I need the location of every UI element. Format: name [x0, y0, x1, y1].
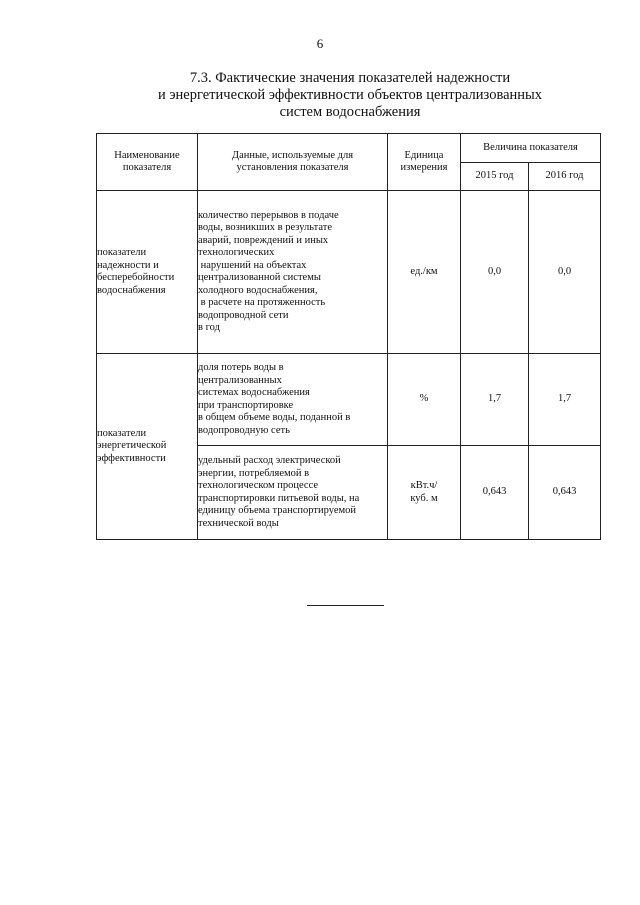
- indicator-value-2015: 0,0: [461, 191, 529, 354]
- description-line: в год: [198, 322, 220, 333]
- description-line: централизованной системы: [198, 272, 321, 283]
- unit-line: кВт.ч/: [410, 480, 438, 491]
- indicator-unit: [388, 191, 461, 354]
- description-line: технологическом процессе: [198, 480, 319, 491]
- indicator-value-2016: 0,643: [529, 446, 601, 540]
- indicator-value-2016: 1,7: [529, 354, 601, 446]
- group-name-line: водоснабжения: [97, 284, 166, 296]
- group-name-line: показатели: [97, 427, 147, 439]
- indicator-group-name: [97, 354, 198, 540]
- header-unit-line-1: Единица: [404, 149, 444, 161]
- group-name-line: эффективности: [97, 452, 166, 464]
- group-name-line: бесперебойности: [97, 272, 175, 283]
- description-line: энергии, потребляемой в: [198, 467, 310, 479]
- header-name-line-1: Наименование: [114, 149, 180, 161]
- header-year-2016: 2016 год: [529, 163, 601, 191]
- group-name-line: энергетической: [97, 440, 167, 452]
- indicator-unit: [388, 354, 461, 446]
- indicators-table: [96, 133, 601, 540]
- end-of-section-divider: [307, 605, 384, 606]
- description-line: в общем объеме воды, поданной в: [198, 412, 351, 423]
- section-title-line-2: и энергетической эффективности объектов централизованных: [157, 87, 543, 103]
- indicator-value-2015: 1,7: [461, 354, 529, 446]
- unit-line: %: [419, 393, 429, 405]
- header-data-used-line-2: установления показателя: [236, 162, 349, 173]
- header-data-used-line-1: Данные, используемые для: [231, 149, 354, 161]
- indicator-data-description: [198, 354, 388, 446]
- description-line: холодного водоснабжения,: [198, 284, 318, 296]
- description-line: доля потерь воды в: [198, 362, 284, 373]
- description-line: транспортировки питьевой воды, на: [198, 492, 360, 504]
- section-title-line-3: систем водоснабжения: [279, 104, 421, 120]
- indicator-data-description: [198, 191, 388, 354]
- description-line: технологических: [198, 247, 275, 258]
- section-title: [60, 70, 640, 121]
- description-line: количество перерывов в подаче: [198, 209, 339, 221]
- header-value-group: Величина показателя: [461, 134, 601, 163]
- description-line: нарушений на объектах: [198, 259, 307, 271]
- header-unit-line-2: измерения: [400, 162, 448, 173]
- description-line: при транспортировке: [198, 399, 294, 411]
- description-line: единицу объема транспортируемой: [198, 505, 356, 516]
- section-title-line-1: 7.3. Фактические значения показателей надежности: [189, 70, 511, 86]
- group-name-line: надежности и: [97, 259, 159, 271]
- header-unit: [388, 134, 461, 191]
- header-year-2015: 2015 год: [461, 163, 529, 191]
- table-row: [97, 191, 601, 354]
- indicator-data-description: [198, 446, 388, 540]
- header-data-used: [198, 134, 388, 191]
- indicator-group-name: [97, 191, 198, 354]
- group-name-line: показатели: [97, 247, 147, 258]
- description-line: централизованных: [198, 374, 282, 386]
- description-line: в расчете на протяженность: [198, 297, 326, 308]
- header-name: [97, 134, 198, 191]
- description-line: водопроводную сеть: [198, 424, 290, 436]
- indicator-unit: [388, 446, 461, 540]
- page-number: 6: [316, 36, 324, 51]
- description-line: водопроводной сети: [198, 309, 289, 321]
- description-line: технической воды: [198, 517, 279, 529]
- indicator-value-2015: 0,643: [461, 446, 529, 540]
- unit-line: ед./км: [410, 265, 438, 277]
- description-line: системах водоснабжения: [198, 387, 310, 398]
- description-line: аварий, повреждений и иных: [198, 234, 329, 246]
- indicator-value-2016: 0,0: [529, 191, 601, 354]
- table-row: [97, 354, 601, 446]
- description-line: удельный расход электрической: [198, 455, 341, 466]
- unit-line: куб. м: [410, 492, 438, 504]
- description-line: воды, возникших в результате: [198, 222, 333, 233]
- header-name-line-2: показателя: [122, 162, 172, 173]
